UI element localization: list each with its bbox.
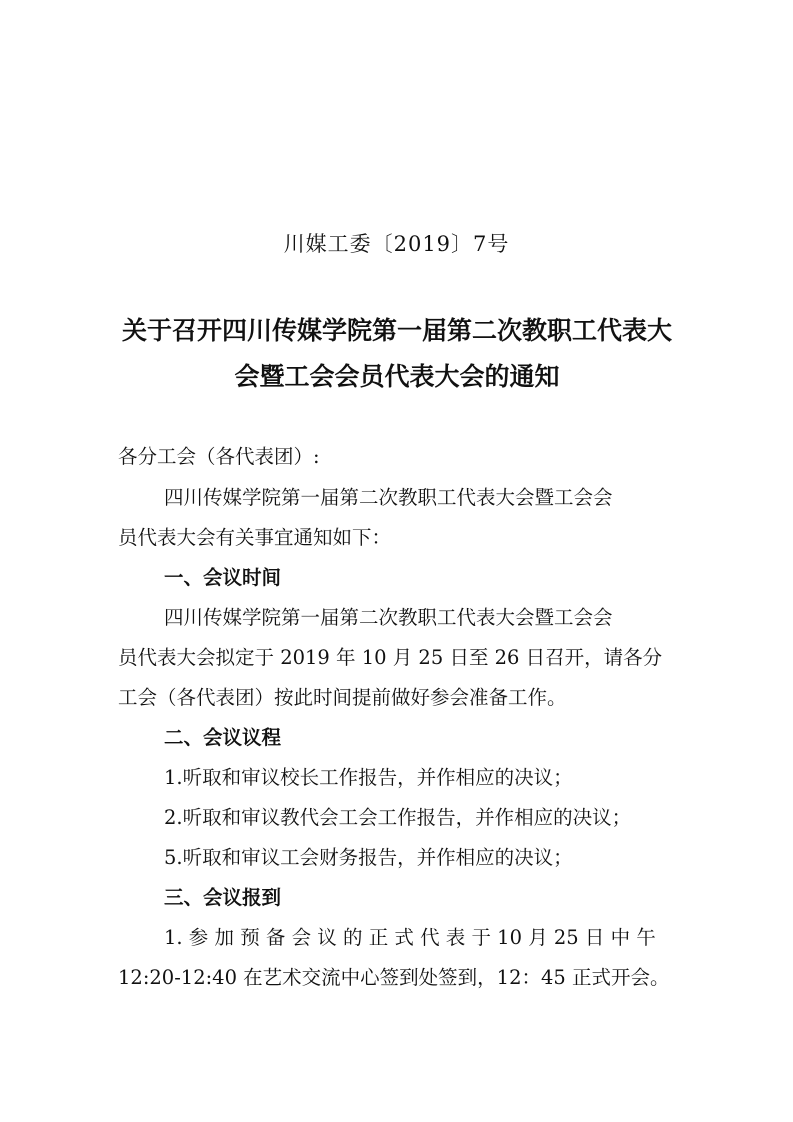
agenda-item: 5.听取和审议工会财务报告，并作相应的决议； [164, 846, 573, 869]
intro-line-1: 四川传媒学院第一届第二次教职工代表大会暨工会会 [164, 486, 613, 509]
section-time-line-2: 员代表大会拟定于 2019 年 10 月 25 日至 26 日召开，请各分 [118, 646, 663, 669]
salutation: 各分工会（各代表团）: [118, 445, 320, 468]
title-line-1: 关于召开四川传媒学院第一届第二次教职工代表大 [121, 316, 672, 345]
registration-line-2: 12:20-12:40 在艺术交流中心签到处签到，12：45 正式开会。 [118, 966, 670, 989]
section-time-line-3: 工会（各代表团）按此时间提前做好参会准备工作。 [118, 686, 567, 709]
agenda-item: 2.听取和审议教代会工会工作报告，并作相应的决议； [164, 806, 632, 829]
document-number: 川媒工委〔2019〕7号 [283, 232, 510, 256]
intro-line-2: 员代表大会有关事宜通知如下： [118, 526, 392, 549]
section-heading-registration: 三、会议报到 [164, 886, 282, 909]
agenda-item: 1.听取和审议校长工作报告，并作相应的决议； [164, 766, 573, 789]
title-line-2: 会暨工会会员代表大会的通知 [234, 362, 560, 391]
registration-line-1: 1. 参 加 预 备 会 议 的 正 式 代 表 于 10 月 25 日 中 午 [164, 926, 656, 949]
document-title [112, 308, 682, 400]
section-heading-time: 一、会议时间 [164, 566, 282, 589]
section-time-line-1: 四川传媒学院第一届第二次教职工代表大会暨工会会 [164, 606, 613, 629]
section-heading-agenda: 二、会议议程 [164, 726, 282, 749]
